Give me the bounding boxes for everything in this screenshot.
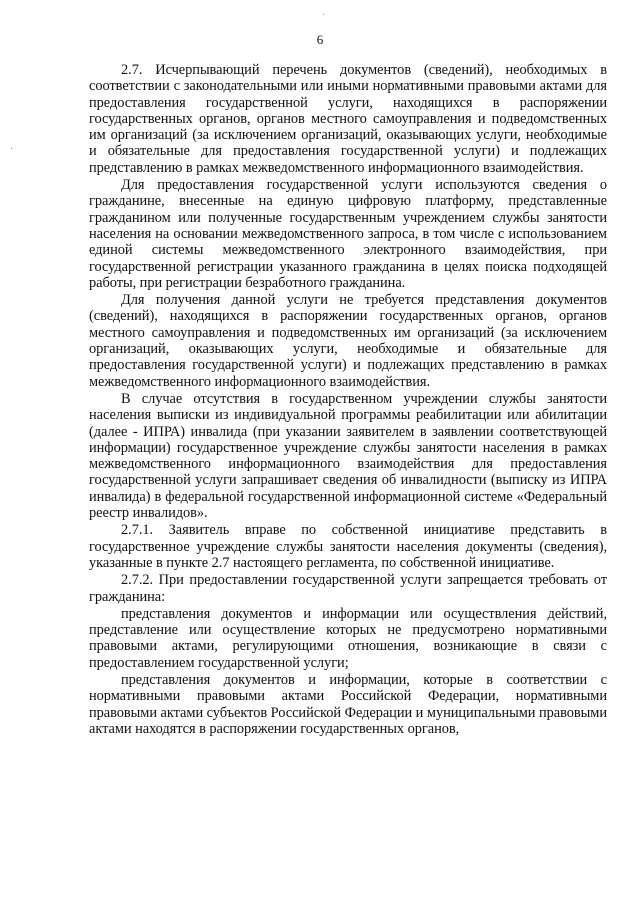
paragraph-ipra-request: В случае отсутствия в государственном учреждении службы занятости населения выписки из индивидуальной программы реабилитации или абилитации (далее - ИПРА) инвалида (при указании заявителем в заявлении соответствующей информации) государственное учреждение службы занятости населения в рамках межведомственного информационного взаимодействия для предоставления государственной услуги запрашивает сведения об инвалидности (выписку из ИПРА инвалида) в федеральной государственной информационной системе «Федеральный реестр инвалидов». [89, 390, 607, 522]
list-item-prohibited-actions: представления документов и информации или осуществления действий, представление или осуществление которых не предусмотрено нормативными правовыми актами, регулирующими отношения, возникающие в связи с предоставлением государственной услуги; [89, 605, 607, 671]
list-item-prohibited-documents: представления документов и информации, которые в соответствии с нормативными правовыми актами Российской Федерации, нормативными правовыми актами субъектов Российской Федерации и муниципальными правовыми актами находятся в распоряжении государственных органов, [89, 671, 607, 737]
paragraph-no-documents-required: Для получения данной услуги не требуется представления документов (сведений), находящихся в распоряжении государственных органов, органов местного самоуправления и подведомственных им организаций (за исключением организаций, оказывающих услуги, необходимые и обязательные для предоставления государственной услуги) и подлежащих представлению в рамках межведомственного информационного взаимодействия. [89, 292, 607, 390]
document-body [89, 62, 607, 738]
paragraph-2-7: 2.7. Исчерпывающий перечень документов (сведений), необходимых в соответствии с законодательными или иными нормативными правовыми актами для предоставления государственной услуги, находящихся в распоряжении государственных органов, органов местного самоуправления и подведомственных им организаций (за исключением организаций, оказывающих услуги, необходимые и обязательные для предоставления государственной услуги) и подлежащих представлению в рамках межведомственного информационного взаимодействия. [89, 62, 607, 176]
paragraph-data-sources: Для предоставления государственной услуги используются сведения о гражданине, внесенные на единую цифровую платформу, представленные гражданином или полученные государственным учреждением службы занятости населения на основании межведомственного запроса, в том числе с использованием единой системы межведомственного электронного взаимодействия, при государственной регистрации указанного гражданина в целях поиска подходящей работы, при регистрации безработного гражданина. [89, 177, 607, 291]
paragraph-2-7-2: 2.7.2. При предоставлении государственной услуги запрещается требовать от гражданина: [89, 572, 607, 605]
scan-speck: · [322, 10, 326, 21]
paragraph-2-7-1: 2.7.1. Заявитель вправе по собственной инициативе представить в государственное учреждение службы занятости населения документы (сведения), указанные в пункте 2.7 настоящего регламента, по собственной инициативе. [89, 522, 607, 571]
page-number: 6 [316, 32, 324, 47]
scan-speck: · [10, 144, 14, 155]
